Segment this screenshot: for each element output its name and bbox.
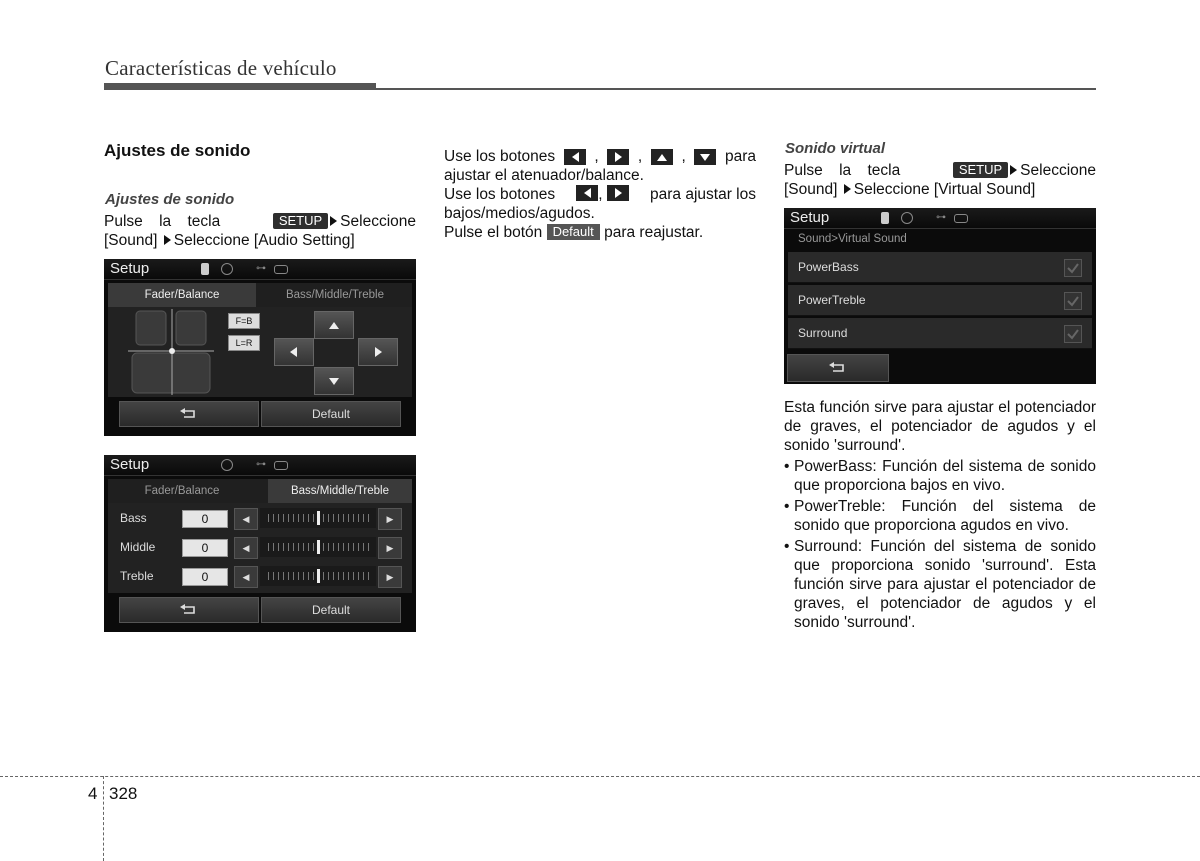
fader-down-button[interactable] bbox=[314, 367, 354, 395]
slider-knob[interactable] bbox=[317, 540, 320, 554]
arrow-right-icon bbox=[844, 184, 851, 194]
slider-tick bbox=[278, 572, 279, 580]
text-use-buttons-2: Use los botones bbox=[444, 186, 556, 203]
text-adjust-tones: para ajustar los bbox=[650, 186, 756, 203]
slider-tick bbox=[308, 514, 309, 522]
slider-tick bbox=[343, 543, 344, 551]
screen-fader-balance bbox=[104, 259, 416, 436]
slider-tick bbox=[313, 543, 314, 551]
screen-status-bar bbox=[104, 455, 416, 476]
text-select: Seleccione bbox=[1020, 162, 1096, 179]
text-sound: [Sound] bbox=[104, 232, 158, 249]
checkbox-icon[interactable] bbox=[1064, 325, 1082, 343]
slider-tick bbox=[348, 572, 349, 580]
usb-icon: ⊶ bbox=[936, 212, 946, 223]
slider-tick bbox=[328, 543, 329, 551]
slider-tick bbox=[353, 543, 354, 551]
slider-tick bbox=[303, 572, 304, 580]
tab-bar bbox=[108, 283, 412, 307]
setup-key: SETUP bbox=[273, 213, 328, 229]
default-button[interactable]: Default bbox=[261, 401, 401, 427]
bass-decrease-button[interactable]: ◀ bbox=[234, 508, 258, 530]
default-key: Default bbox=[547, 224, 600, 240]
slider-tick bbox=[363, 514, 364, 522]
slider-tick bbox=[288, 543, 289, 551]
arrow-right-icon bbox=[330, 216, 337, 226]
slider-tick bbox=[308, 543, 309, 551]
slider-tick bbox=[288, 514, 289, 522]
slider-tick bbox=[278, 514, 279, 522]
text-bass-mid-treble: bajos/medios/agudos. bbox=[444, 205, 595, 222]
left-arrow-key-icon bbox=[576, 185, 598, 201]
tab-fader-balance[interactable]: Fader/Balance bbox=[144, 485, 220, 497]
list-item: • Surround: Función del sistema de sonido que proporciona sonido 'surround'. Esta función sirve para ajustar el potenciador de graves, el potenciador de agudos y el sonido 'surround'. bbox=[784, 537, 1096, 632]
slider-tick bbox=[313, 572, 314, 580]
slider-tick bbox=[338, 572, 339, 580]
up-arrow-key-icon bbox=[651, 149, 673, 165]
treble-label: Treble bbox=[120, 569, 154, 583]
screen-status-bar bbox=[784, 208, 1096, 229]
slider-tick bbox=[358, 572, 359, 580]
slider-tick bbox=[273, 572, 274, 580]
slider-tick bbox=[303, 514, 304, 522]
slider-tick bbox=[268, 572, 269, 580]
breadcrumb: Sound>Virtual Sound bbox=[798, 233, 907, 245]
footer-divider bbox=[0, 776, 1200, 777]
screen-bass-middle-treble bbox=[104, 455, 416, 632]
middle-value: 0 bbox=[182, 539, 228, 557]
aux-icon bbox=[274, 461, 288, 470]
virtual-sound-description: Esta función sirve para ajustar el potenciador de graves, el potenciador de agudos y el sonido 'surround'. bbox=[784, 399, 1096, 454]
usb-icon: ⊶ bbox=[256, 459, 266, 470]
checkbox-icon[interactable] bbox=[1064, 292, 1082, 310]
middle-slider[interactable] bbox=[260, 537, 376, 557]
middle-label: Middle bbox=[120, 540, 156, 554]
treble-decrease-button[interactable]: ◀ bbox=[234, 566, 258, 588]
back-icon bbox=[828, 361, 848, 375]
slider-tick bbox=[268, 543, 269, 551]
text-pulse: Pulse la tecla bbox=[104, 213, 221, 230]
section-heading: Ajustes de sonido bbox=[104, 141, 251, 160]
checkbox-icon[interactable] bbox=[1064, 259, 1082, 277]
text-pulse: Pulse la tecla bbox=[784, 162, 901, 179]
fader-equal-tag[interactable]: F=B bbox=[228, 313, 260, 329]
balance-right-button[interactable] bbox=[358, 338, 398, 366]
slider-tick bbox=[348, 543, 349, 551]
screen-virtual-sound bbox=[784, 208, 1096, 384]
bass-value: 0 bbox=[182, 510, 228, 528]
subsection-heading: Ajustes de sonido bbox=[105, 191, 235, 208]
treble-slider[interactable] bbox=[260, 566, 376, 586]
usb-icon: ⊶ bbox=[256, 263, 266, 274]
bass-increase-button[interactable]: ▶ bbox=[378, 508, 402, 530]
default-button[interactable]: Default bbox=[261, 597, 401, 623]
bluetooth-icon bbox=[201, 263, 209, 275]
slider-tick bbox=[368, 543, 369, 551]
tab-bar bbox=[108, 479, 412, 503]
middle-decrease-button[interactable]: ◀ bbox=[234, 537, 258, 559]
screen-title: Setup bbox=[790, 209, 830, 226]
slider-tick bbox=[338, 514, 339, 522]
instruction-middle: Use los botones , , , para ajustar el atenuador/balance. Use los botones , para ajustar los bajos/medios/agudos. Pulse el botón Default para reajustar. bbox=[444, 148, 756, 241]
fader-up-button[interactable] bbox=[314, 311, 354, 339]
bass-slider[interactable] bbox=[260, 508, 376, 528]
page-number: 328 bbox=[109, 784, 138, 803]
text-reset: para reajustar. bbox=[604, 224, 704, 241]
arrow-right-icon bbox=[1010, 165, 1017, 175]
header-rule-accent bbox=[104, 83, 376, 89]
slider-tick bbox=[328, 572, 329, 580]
slider-tick bbox=[328, 514, 329, 522]
slider-tick bbox=[338, 543, 339, 551]
disc-icon bbox=[901, 212, 913, 224]
back-icon bbox=[179, 407, 199, 421]
slider-tick bbox=[333, 514, 334, 522]
arrow-right-icon bbox=[164, 235, 171, 245]
slider-tick bbox=[348, 514, 349, 522]
text-audio-setting: Seleccione [Audio Setting] bbox=[173, 232, 355, 249]
list-item: • PowerTreble: Función del sistema de sonido que proporciona agudos en vivo. bbox=[784, 497, 1096, 535]
aux-icon bbox=[274, 265, 288, 274]
disc-icon bbox=[221, 263, 233, 275]
back-icon bbox=[179, 603, 199, 617]
tone-panel bbox=[108, 503, 412, 593]
slider-tick bbox=[283, 514, 284, 522]
slider-tick bbox=[278, 543, 279, 551]
slider-tick bbox=[358, 543, 359, 551]
text-adjust-fader: ajustar el atenuador/balance. bbox=[444, 167, 644, 184]
page-header-title: Características de vehículo bbox=[105, 56, 337, 80]
slider-tick bbox=[293, 572, 294, 580]
slider-knob[interactable] bbox=[317, 569, 320, 583]
slider-tick bbox=[293, 543, 294, 551]
tab-bass-middle-treble[interactable]: Bass/Middle/Treble bbox=[268, 479, 412, 503]
slider-knob[interactable] bbox=[317, 511, 320, 525]
slider-tick bbox=[293, 514, 294, 522]
down-arrow-key-icon bbox=[694, 149, 716, 165]
balance-equal-tag[interactable]: L=R bbox=[228, 335, 260, 351]
slider-tick bbox=[273, 543, 274, 551]
slider-tick bbox=[343, 572, 344, 580]
item-label: PowerTreble bbox=[798, 293, 866, 307]
right-arrow-key-icon bbox=[607, 149, 629, 165]
text-press-button: Pulse el botón bbox=[444, 224, 543, 241]
text-virtual-sound: Seleccione [Virtual Sound] bbox=[853, 181, 1036, 198]
back-button[interactable] bbox=[119, 401, 259, 427]
slider-tick bbox=[323, 572, 324, 580]
slider-tick bbox=[333, 572, 334, 580]
list-item-powertreble[interactable] bbox=[788, 285, 1092, 316]
chapter-number: 4 bbox=[88, 784, 98, 803]
item-label: Surround bbox=[798, 326, 848, 340]
slider-tick bbox=[298, 572, 299, 580]
slider-tick bbox=[363, 543, 364, 551]
slider-tick bbox=[323, 543, 324, 551]
slider-tick bbox=[288, 572, 289, 580]
seat-diagram bbox=[128, 309, 214, 395]
feature-list bbox=[784, 457, 1096, 632]
bluetooth-icon bbox=[881, 212, 889, 224]
slider-tick bbox=[273, 514, 274, 522]
balance-left-button[interactable] bbox=[274, 338, 314, 366]
list-item-surround[interactable] bbox=[788, 318, 1092, 349]
slider-tick bbox=[353, 514, 354, 522]
tab-bass-middle-treble[interactable]: Bass/Middle/Treble bbox=[285, 289, 384, 301]
slider-tick bbox=[303, 543, 304, 551]
slider-tick bbox=[283, 572, 284, 580]
slider-tick bbox=[358, 514, 359, 522]
text-select: Seleccione bbox=[340, 213, 416, 230]
slider-tick bbox=[368, 514, 369, 522]
aux-icon bbox=[954, 214, 968, 223]
slider-tick bbox=[313, 514, 314, 522]
screen-title: Setup bbox=[110, 456, 150, 473]
screen-status-bar bbox=[104, 259, 416, 280]
list-item-powerbass[interactable] bbox=[788, 252, 1092, 283]
slider-tick bbox=[298, 543, 299, 551]
slider-tick bbox=[363, 572, 364, 580]
text-para: para bbox=[724, 148, 756, 165]
slider-tick bbox=[368, 572, 369, 580]
screen-title: Setup bbox=[110, 260, 150, 277]
disc-icon bbox=[221, 459, 233, 471]
fader-panel bbox=[108, 307, 412, 397]
treble-value: 0 bbox=[182, 568, 228, 586]
tab-fader-balance[interactable]: Fader/Balance bbox=[108, 283, 256, 307]
slider-tick bbox=[333, 543, 334, 551]
virtual-sound-heading: Sonido virtual bbox=[785, 140, 886, 157]
instruction-right bbox=[784, 161, 1096, 199]
slider-tick bbox=[343, 514, 344, 522]
right-arrow-key-icon bbox=[607, 185, 629, 201]
back-button[interactable] bbox=[787, 354, 889, 382]
slider-tick bbox=[308, 572, 309, 580]
slider-tick bbox=[283, 543, 284, 551]
bass-label: Bass bbox=[120, 511, 147, 525]
text-sound: [Sound] bbox=[784, 181, 838, 198]
item-label: PowerBass bbox=[798, 260, 859, 274]
slider-tick bbox=[268, 514, 269, 522]
treble-increase-button[interactable]: ▶ bbox=[378, 566, 402, 588]
slider-tick bbox=[353, 572, 354, 580]
slider-tick bbox=[298, 514, 299, 522]
setup-key: SETUP bbox=[953, 162, 1008, 178]
left-arrow-key-icon bbox=[564, 149, 586, 165]
list-item: • PowerBass: Función del sistema de sonido que proporciona bajos en vivo. bbox=[784, 457, 1096, 495]
back-button[interactable] bbox=[119, 597, 259, 623]
text-use-buttons: Use los botones bbox=[444, 148, 556, 165]
instruction-left bbox=[104, 212, 416, 250]
slider-tick bbox=[323, 514, 324, 522]
footer-vertical-divider bbox=[103, 776, 104, 861]
middle-increase-button[interactable]: ▶ bbox=[378, 537, 402, 559]
